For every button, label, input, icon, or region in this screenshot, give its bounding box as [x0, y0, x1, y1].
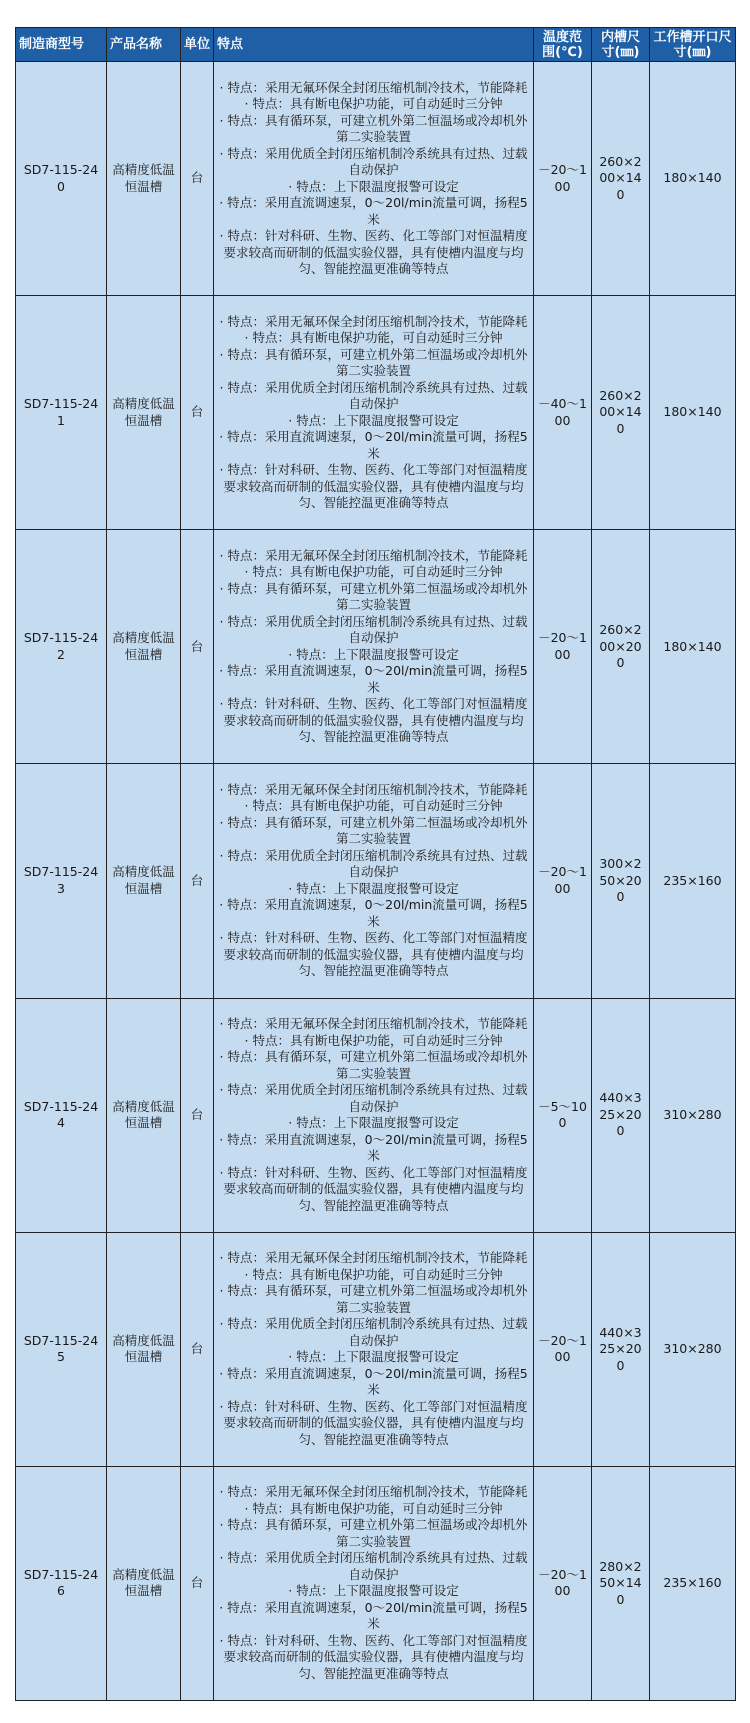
feature-item: · 特点：上下限温度报警可设定	[288, 1349, 459, 1365]
unit-cell: 台	[181, 530, 214, 764]
product-name-cell: 高精度低温恒温槽	[107, 1232, 181, 1466]
table-body	[16, 62, 736, 1701]
product-name-cell: 高精度低温恒温槽	[107, 764, 181, 998]
table-row	[16, 62, 736, 296]
feature-item: · 特点：具有循环泵，可建立机外第二恒温场或冷却机外第二实验装置	[219, 580, 528, 613]
product-name-cell: 高精度低温恒温槽	[107, 1466, 181, 1700]
temp-range-cell: －20～100	[534, 1466, 592, 1700]
opening-size-cell: 180×140	[650, 296, 736, 530]
product-name-cell: 高精度低温恒温槽	[107, 998, 181, 1232]
feature-item: · 特点：具有断电保护功能，可自动延时三分钟	[244, 564, 503, 580]
feature-item: · 特点：采用直流调速泵，0～20l/min流量可调，扬程5米	[219, 897, 528, 929]
feature-item: · 特点：采用无氟环保全封闭压缩机制冷技术，节能降耗	[219, 547, 528, 563]
feature-item: · 特点：采用直流调速泵，0～20l/min流量可调，扬程5米	[219, 429, 528, 461]
header-model: 制造商型号	[16, 28, 107, 62]
feature-item: · 特点：采用优质全封闭压缩机制冷系统具有过热、过载自动保护	[219, 613, 528, 646]
unit-cell: 台	[181, 296, 214, 530]
feature-item: · 特点：采用无氟环保全封闭压缩机制冷技术，节能降耗	[219, 79, 528, 95]
model-cell: SD7-115-243	[16, 764, 107, 998]
model-cell: SD7-115-241	[16, 296, 107, 530]
product-spec-table	[15, 27, 736, 1701]
feature-item: · 特点：采用优质全封闭压缩机制冷系统具有过热、过载自动保护	[219, 1082, 528, 1114]
temp-range-cell: －20～100	[534, 62, 592, 296]
product-name-cell: 高精度低温恒温槽	[107, 62, 181, 296]
feature-item: · 特点：上下限温度报警可设定	[288, 1583, 459, 1599]
header-unit: 单位	[181, 28, 214, 62]
opening-size-cell: 235×160	[650, 764, 736, 998]
table-row	[16, 530, 736, 764]
table-row	[16, 764, 736, 998]
feature-item: · 特点：具有断电保护功能，可自动延时三分钟	[244, 1032, 503, 1048]
feature-item: · 特点：上下限温度报警可设定	[288, 646, 459, 662]
feature-item: · 特点：具有断电保护功能，可自动延时三分钟	[244, 96, 503, 112]
feature-item: · 特点：针对科研、生物、医药、化工等部门对恒温精度要求较高而研制的低温实验仪器，具有使槽内温度与均匀、智能控温更准确等特点	[219, 462, 528, 511]
feature-item: · 特点：上下限温度报警可设定	[288, 880, 459, 896]
feature-item: · 特点：针对科研、生物、医药、化工等部门对恒温精度要求较高而研制的低温实验仪器，具有使槽内温度与均匀、智能控温更准确等特点	[219, 930, 528, 979]
header-opening-size: 工作槽开口尺寸(㎜)	[650, 28, 736, 62]
features-cell	[214, 1466, 534, 1700]
table-row	[16, 1232, 736, 1466]
feature-item: · 特点：具有断电保护功能，可自动延时三分钟	[244, 330, 503, 346]
feature-item: · 特点：采用直流调速泵，0～20l/min流量可调，扬程5米	[219, 1131, 528, 1164]
feature-item: · 特点：采用无氟环保全封闭压缩机制冷技术，节能降耗	[219, 781, 528, 797]
temp-range-cell: －5～100	[534, 998, 592, 1232]
features-cell	[214, 530, 534, 764]
feature-item: · 特点：具有循环泵，可建立机外第二恒温场或冷却机外第二实验装置	[219, 346, 528, 379]
opening-size-cell: 235×160	[650, 1466, 736, 1700]
temp-range-cell: －20～100	[534, 764, 592, 998]
temp-range-cell: －40～100	[534, 296, 592, 530]
feature-item: · 特点：采用优质全封闭压缩机制冷系统具有过热、过载自动保护	[219, 1316, 528, 1348]
feature-item: · 特点：采用直流调速泵，0～20l/min流量可调，扬程5米	[219, 1365, 528, 1398]
feature-item: · 特点：具有循环泵，可建立机外第二恒温场或冷却机外第二实验装置	[219, 1283, 528, 1315]
header-product-name: 产品名称	[107, 28, 181, 62]
features-cell	[214, 764, 534, 998]
header-features: 特点	[214, 28, 534, 62]
feature-item: · 特点：具有循环泵，可建立机外第二恒温场或冷却机外第二实验装置	[219, 1049, 528, 1081]
feature-item: · 特点：采用无氟环保全封闭压缩机制冷技术，节能降耗	[219, 1250, 528, 1266]
feature-item: · 特点：具有循环泵，可建立机外第二恒温场或冷却机外第二实验装置	[219, 1517, 528, 1549]
feature-item: · 特点：采用直流调速泵，0～20l/min流量可调，扬程5米	[219, 195, 528, 227]
model-cell: SD7-115-246	[16, 1466, 107, 1700]
model-cell: SD7-115-242	[16, 530, 107, 764]
feature-item: · 特点：采用无氟环保全封闭压缩机制冷技术，节能降耗	[219, 313, 528, 329]
feature-item: · 特点：采用优质全封闭压缩机制冷系统具有过热、过载自动保护	[219, 847, 528, 880]
feature-item: · 特点：针对科研、生物、医药、化工等部门对恒温精度要求较高而研制的低温实验仪器，具有使槽内温度与均匀、智能控温更准确等特点	[219, 1164, 528, 1213]
temp-range-cell: －20～100	[534, 1232, 592, 1466]
unit-cell: 台	[181, 1466, 214, 1700]
feature-item: · 特点：采用优质全封闭压缩机制冷系统具有过热、过载自动保护	[219, 1550, 528, 1582]
inner-size-cell: 280×250×140	[592, 1466, 650, 1700]
model-cell: SD7-115-240	[16, 62, 107, 296]
feature-item: · 特点：采用无氟环保全封闭压缩机制冷技术，节能降耗	[219, 1016, 528, 1032]
table-row	[16, 296, 736, 530]
feature-item: · 特点：上下限温度报警可设定	[288, 178, 459, 194]
feature-item: · 特点：具有循环泵，可建立机外第二恒温场或冷却机外第二实验装置	[219, 112, 528, 145]
opening-size-cell: 180×140	[650, 530, 736, 764]
feature-item: · 特点：针对科研、生物、医药、化工等部门对恒温精度要求较高而研制的低温实验仪器，具有使槽内温度与均匀、智能控温更准确等特点	[219, 1632, 528, 1681]
inner-size-cell: 300×250×200	[592, 764, 650, 998]
model-cell: SD7-115-244	[16, 998, 107, 1232]
feature-item: · 特点：采用无氟环保全封闭压缩机制冷技术，节能降耗	[219, 1484, 528, 1500]
feature-item: · 特点：针对科研、生物、医药、化工等部门对恒温精度要求较高而研制的低温实验仪器，具有使槽内温度与均匀、智能控温更准确等特点	[219, 228, 528, 277]
inner-size-cell: 260×200×200	[592, 530, 650, 764]
product-name-cell: 高精度低温恒温槽	[107, 530, 181, 764]
feature-item: · 特点：具有断电保护功能，可自动延时三分钟	[244, 798, 503, 814]
header-inner-size: 内槽尺寸(㎜)	[592, 28, 650, 62]
feature-item: · 特点：具有断电保护功能，可自动延时三分钟	[244, 1266, 503, 1282]
header-row	[16, 28, 736, 62]
inner-size-cell: 260×200×140	[592, 296, 650, 530]
unit-cell: 台	[181, 1232, 214, 1466]
temp-range-cell: －20～100	[534, 530, 592, 764]
unit-cell: 台	[181, 764, 214, 998]
feature-item: · 特点：具有断电保护功能，可自动延时三分钟	[244, 1500, 503, 1516]
model-cell: SD7-115-245	[16, 1232, 107, 1466]
features-cell	[214, 62, 534, 296]
features-cell	[214, 998, 534, 1232]
features-cell	[214, 296, 534, 530]
feature-item: · 特点：上下限温度报警可设定	[288, 412, 459, 428]
feature-item: · 特点：采用优质全封闭压缩机制冷系统具有过热、过载自动保护	[219, 379, 528, 412]
inner-size-cell: 440×325×200	[592, 1232, 650, 1466]
unit-cell: 台	[181, 998, 214, 1232]
feature-item: · 特点：采用优质全封闭压缩机制冷系统具有过热、过载自动保护	[219, 145, 528, 178]
features-cell	[214, 1232, 534, 1466]
header-temp-range: 温度范围(℃)	[534, 28, 592, 62]
feature-item: · 特点：针对科研、生物、医药、化工等部门对恒温精度要求较高而研制的低温实验仪器，具有使槽内温度与均匀、智能控温更准确等特点	[219, 1398, 528, 1447]
feature-item: · 特点：采用直流调速泵，0～20l/min流量可调，扬程5米	[219, 1599, 528, 1632]
feature-item: · 特点：上下限温度报警可设定	[288, 1115, 459, 1131]
opening-size-cell: 310×280	[650, 998, 736, 1232]
feature-item: · 特点：采用直流调速泵，0～20l/min流量可调，扬程5米	[219, 663, 528, 695]
table-row	[16, 998, 736, 1232]
inner-size-cell: 260×200×140	[592, 62, 650, 296]
feature-item: · 特点：针对科研、生物、医药、化工等部门对恒温精度要求较高而研制的低温实验仪器，具有使槽内温度与均匀、智能控温更准确等特点	[219, 696, 528, 745]
feature-item: · 特点：具有循环泵，可建立机外第二恒温场或冷却机外第二实验装置	[219, 814, 528, 847]
table-row	[16, 1466, 736, 1700]
opening-size-cell: 310×280	[650, 1232, 736, 1466]
opening-size-cell: 180×140	[650, 62, 736, 296]
product-name-cell: 高精度低温恒温槽	[107, 296, 181, 530]
unit-cell: 台	[181, 62, 214, 296]
inner-size-cell: 440×325×200	[592, 998, 650, 1232]
